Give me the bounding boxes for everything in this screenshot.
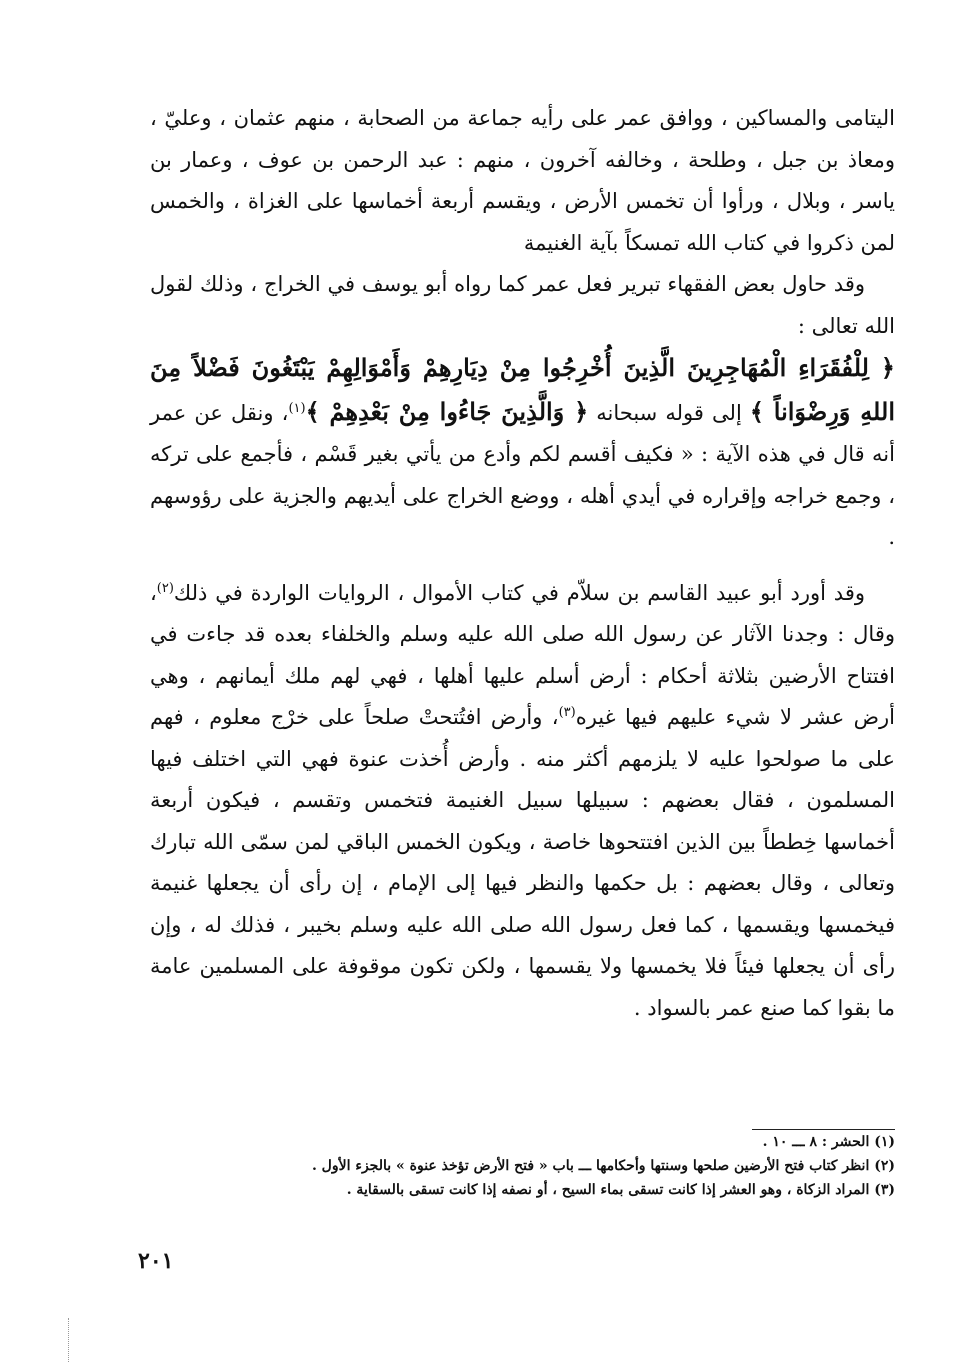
paragraph-4 <box>150 573 895 1030</box>
footnotes <box>180 1130 895 1202</box>
footnote-3: (٣) المراد الزكاة ، وهو العشر إذا كانت تسقى بماء السيح ، أو نصفه إذا كانت تسقى بالسقاية . <box>346 1182 895 1198</box>
footnote-ref-2: (٢) <box>156 580 174 596</box>
margin-mark <box>68 1318 72 1362</box>
paragraph-3-mid: إلى قوله سبحانه <box>588 400 750 425</box>
paragraph-3-rest: ، ونقل عن عمر أنه قال في هذه الآية : « فكيف أقسم لكم وأدع من يأتي بغير قَسْم ، فأجمع على تركه ، وجمع خراجه وإقراره في أيدي أهله ، ووضع الخراج على أيديهم والجزية على رؤوسهم . <box>150 400 895 549</box>
paragraph-2: وقد حاول بعض الفقهاء تبرير فعل عمر كما رواه أبو يوسف في الخراج ، وذلك لقول الله تعالى : <box>150 272 895 338</box>
paragraph-4-c: ، وأرض افتُتحتْ صلحاً على خرْج معلوم ، فهم على ما صولحوا عليه لا يلزمهم أكثر منه . وأرض أُخذت عنوة فهي التي اختلف فيها المسلمون ، فقال بعضهم : سبيلها سبيل الغنيمة فتخمس وتقسم ، فيكون أربعة أخماسها خِططاً بين الذين افتتحوها خاصة ، ويكون الخمس الباقي لمن سمّى الله تبارك وتعالى ، وقال بعضهم : بل حكمها والنظر فيها إلى الإمام ، إن رأى أن يجعلها غنيمة فيخمسها ويقسمها ، كما فعل رسول الله صلى الله عليه وسلم بخيبر ، فذلك له ، وإن رأى أن يجعلها فيئاً فلا يخمسها ولا يقسمها ، ولكن تكون موقوفة على المسلمين عامة ما بقوا كما صنع عمر بالسواد . <box>150 705 895 1020</box>
quran-verse-2: ﴿ وَالَّذِينَ جَاءُوا مِنْ بَعْدِهِمْ ﴾ <box>305 396 589 426</box>
quran-verse-1: ﴿ لِلْفُقَرَاءِ الْمُهَاجِرِينَ الَّذِينَ أُخْرِجُوا مِنْ دِيَارِهِمْ وَأَمْوَالِهِمْ يَبْتَغُونَ فَضْلاً مِنَ اللهِ وَرِضْوَاناً ﴾ <box>150 353 895 426</box>
page-number: ٢٠١ <box>138 1248 174 1274</box>
paragraph-1: اليتامى والمساكين ، ووافق عمر على رأيه جماعة من الصحابة ، منهم عثمان ، وعليّ ، ومعاذ بن جبل ، وطلحة ، وخالفه آخرون ، منهم : عبد الرحمن بن عوف ، وعمار بن ياسر ، وبلال ، ورأوا أن تخمس الأرض ، ويقسم أربعة أخماسها على الغزاة ، والخمس لمن ذكروا في كتاب الله تمسكاً بآية الغنيمة <box>150 106 895 255</box>
paragraph-4-b: ، وقال : وجدنا الآثار عن رسول الله صلى الله عليه وسلم والخلفاء بعده قد جاءت في افتتاح الأرضين بثلاثة أحكام : أرض أسلم عليها أهلها ، فهي لهم ملك أيمانهم ، وهي أرض عشر لا شيء عليهم فيها غيره <box>150 580 895 729</box>
paragraph-4-a: وقد أورد أبو عبيد القاسم بن سلاّم في كتاب الأموال ، الروايات الواردة في ذلك <box>173 580 865 605</box>
footnote-ref-3: (٣) <box>558 705 576 720</box>
footnote-2: (٢) انظر كتاب فتح الأرضين صلحها وسنتها وأحكامها ـــ باب « فتح الأرض تؤخذ عنوة » بالجزء الأول . <box>311 1158 895 1174</box>
footnote-1: (١) الحشر : ٨ ـــ ١٠ . <box>762 1134 895 1150</box>
paragraph-3 <box>150 347 895 559</box>
main-text <box>150 98 895 1029</box>
footnote-ref-1: (١) <box>288 400 306 416</box>
